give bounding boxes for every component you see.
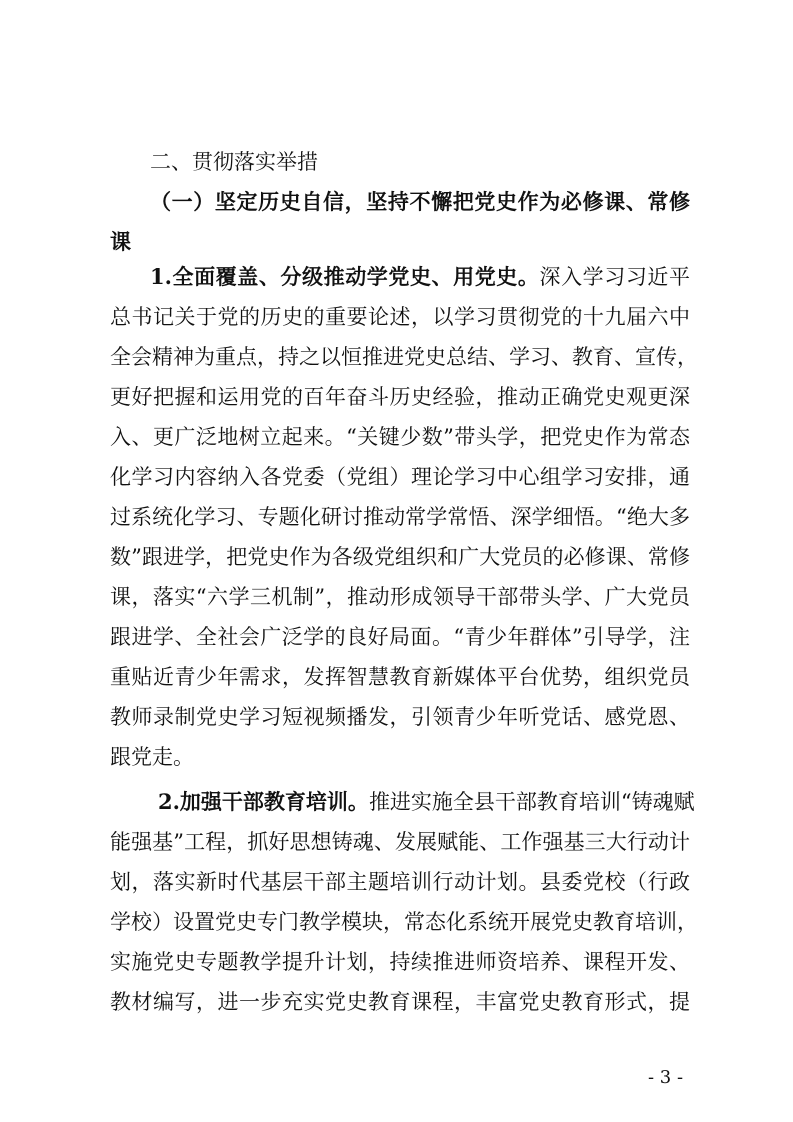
paragraph-1-line: 过系统化学习、专题化研讨推动常学常悟、深学细悟。“绝大多 — [110, 505, 690, 529]
paragraph-1-line: 更好把握和运用党的百年奋斗历史经验，推动正确党史观更深 — [110, 385, 690, 409]
paragraph-1-last-line: 跟党走。 — [110, 745, 194, 769]
paragraph-1-lead-rest: 深入学习习近平 — [539, 265, 691, 289]
paragraph-1-line: 化学习内容纳入各党委（党组）理论学习中心组学习安排，通 — [110, 465, 690, 489]
paragraph-2-lead-rest: 推进实施全县干部教育培训“铸魂赋 — [368, 790, 695, 814]
paragraph-2-line: 能强基”工程，抓好思想铸魂、发展赋能、工作强基三大行动计 — [110, 830, 690, 854]
paragraph-1-line: 教师录制党史学习短视频播发，引领青少年听党话、感党恩、 — [110, 705, 690, 729]
paragraph-1-line: 课，落实“六学三机制”，推动形成领导干部带头学、广大党员 — [110, 585, 690, 609]
paragraph-2-line: 实施党史专题教学提升计划，持续推进师资培养、课程开发、 — [110, 950, 690, 974]
paragraph-2-line: 划，落实新时代基层干部主题培训行动计划。县委党校（行政 — [110, 870, 690, 894]
subsection-heading: （一）坚定历史自信，坚持不懈把党史作为必修课、常修 — [150, 190, 690, 214]
paragraph-1-line: 入、更广泛地树立起来。“关键少数”带头学，把党史作为常态 — [110, 425, 690, 449]
paragraph-2-line: 学校）设置党史专门教学模块，常态化系统开展党史教育培训， — [110, 910, 698, 934]
subsection-heading-continued: 课 — [110, 230, 131, 254]
paragraph-2-first-line — [158, 787, 695, 817]
paragraph-1-line: 全会精神为重点，持之以恒推进党史总结、学习、教育、宣传， — [110, 345, 698, 369]
paragraph-1-first-line — [150, 262, 690, 292]
paragraph-1-line: 跟进学、全社会广泛学的良好局面。“青少年群体”引导学，注 — [110, 625, 690, 649]
page-number: - 3 - — [648, 1067, 684, 1088]
section-heading: 二、贯彻落实举措 — [150, 150, 318, 174]
paragraph-1-line: 重贴近青少年需求，发挥智慧教育新媒体平台优势，组织党员 — [110, 665, 690, 689]
paragraph-2-lead: 2.加强干部教育培训。 — [158, 789, 369, 814]
paragraph-1-line: 数”跟进学，把党史作为各级党组织和广大党员的必修课、常修 — [110, 545, 690, 569]
paragraph-1-line: 总书记关于党的历史的重要论述，以学习贯彻党的十九届六中 — [110, 305, 690, 329]
paragraph-1-lead: 1.全面覆盖、分级推动学党史、用党史。 — [150, 264, 540, 289]
paragraph-2-line: 教材编写，进一步充实党史教育课程，丰富党史教育形式，提 — [110, 990, 690, 1014]
